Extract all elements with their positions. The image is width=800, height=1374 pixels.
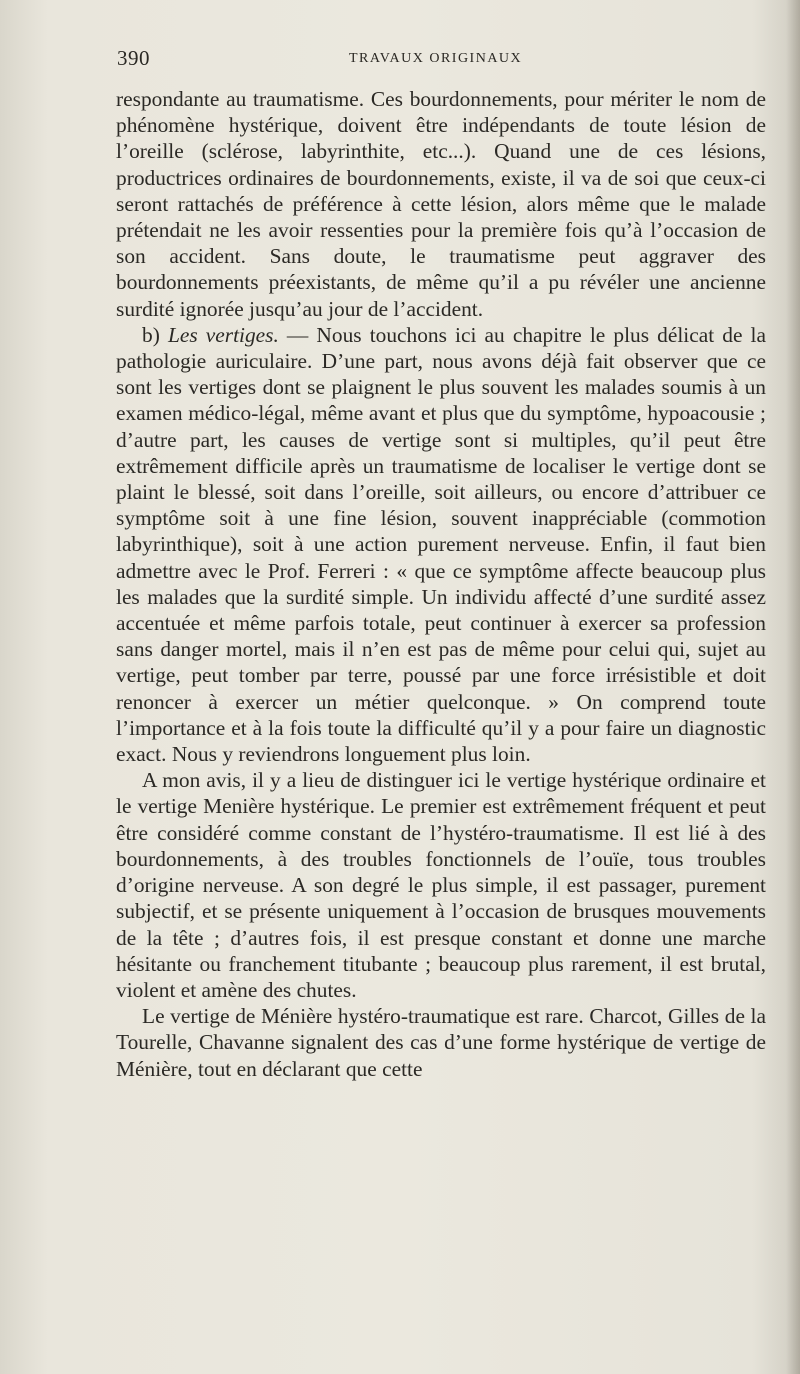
paragraph-3 [116, 767, 766, 1003]
paragraph-2 [116, 322, 766, 767]
section-heading: Les vertiges. [167, 322, 279, 347]
body-text [116, 86, 766, 1082]
paragraph-2-text: — Nous touchons ici au chapitre le plus délicat de la pathologie auriculaire. D’une part, nous avons déjà fait observer que ce sont les vertiges dont se plaignent le plus souvent les malades soumis à un examen médico-légal, même avant et plus que du symptôme, hypoacousie ; d’autre part, les causes de vertige sont si multiples, qu’il peut être extrêmement difficile après un traumatisme de localiser le vertige dont se plaint le blessé, soit dans l’oreille, soit ailleurs, ou encore d’attribuer ce symptôme soit à une fine lésion, souvent inappréciable (commotion labyrinthique), soit à une action purement nerveuse. Enfin, il faut bien admettre avec le Prof. Ferreri : « que ce symptôme affecte beaucoup plus les malades que la surdité simple. Un individu affecté d’une surdité assez accentuée et même parfois totale, peut continuer à exercer sa profession sans danger mortel, mais il n’en est pas de même pour celui qui, sujet au vertige, peut tomber par terre, poussé par une force irrésistible et doit renoncer à exercer un métier quelconque. » On comprend toute l’importance et à la fois toute la difficulté qu’il y a pour faire un diagnostic exact. Nous y reviendrons longuement plus loin. [116, 322, 766, 767]
page-number: 390 [117, 46, 150, 70]
paragraph-1-text: respondante au traumatisme. Ces bourdonnements, pour mériter le nom de phénomène hystérique, doivent être indépendants de toute lésion de l’oreille (sclérose, labyrinthite, etc...). Quand une de ces lésions, productrices ordinaires de bourdonnements, existe, il va de soi que ceux-ci seront rattachés de préférence à cette lésion, alors même que le malade prétendait ne les avoir ressenties pour la première fois qu’à l’occasion de son accident. Sans doute, le traumatisme peut aggraver des bourdonnements préexistants, de même qu’il a pu révéler une ancienne surdité ignorée jusqu’au jour de l’accident. [116, 87, 766, 321]
section-label: b) [142, 322, 160, 347]
page-edge-shadow [786, 0, 800, 1374]
paragraph-4-text: Le vertige de Ménière hystéro-traumatique est rare. Charcot, Gilles de la Tourelle, Chavanne signalent des cas d’une forme hystérique de vertige de Ménière, tout en déclarant que cette [116, 1004, 766, 1081]
paragraph-1 [116, 86, 766, 322]
page-header [117, 46, 767, 76]
paragraph-3-text: A mon avis, il y a lieu de distinguer ici le vertige hystérique ordinaire et le vertige Menière hystérique. Le premier est extrêmement fréquent et peut être considéré comme constant de l’hystéro-traumatisme. Il est lié à des bourdonnements, à des troubles fonctionnels de l’ouïe, tous troubles d’origine nerveuse. A son degré le plus simple, il est passager, purement subjectif, et se présente uniquement à l’occasion de brusques mouvements de la tête ; d’autres fois, il est presque constant et donne une marche hésitante ou franchement titubante ; beaucoup plus rarement, il est brutal, violent et amène des chutes. [116, 768, 766, 1002]
running-head: TRAVAUX ORIGINAUX [349, 51, 523, 66]
paragraph-4 [116, 1003, 766, 1082]
